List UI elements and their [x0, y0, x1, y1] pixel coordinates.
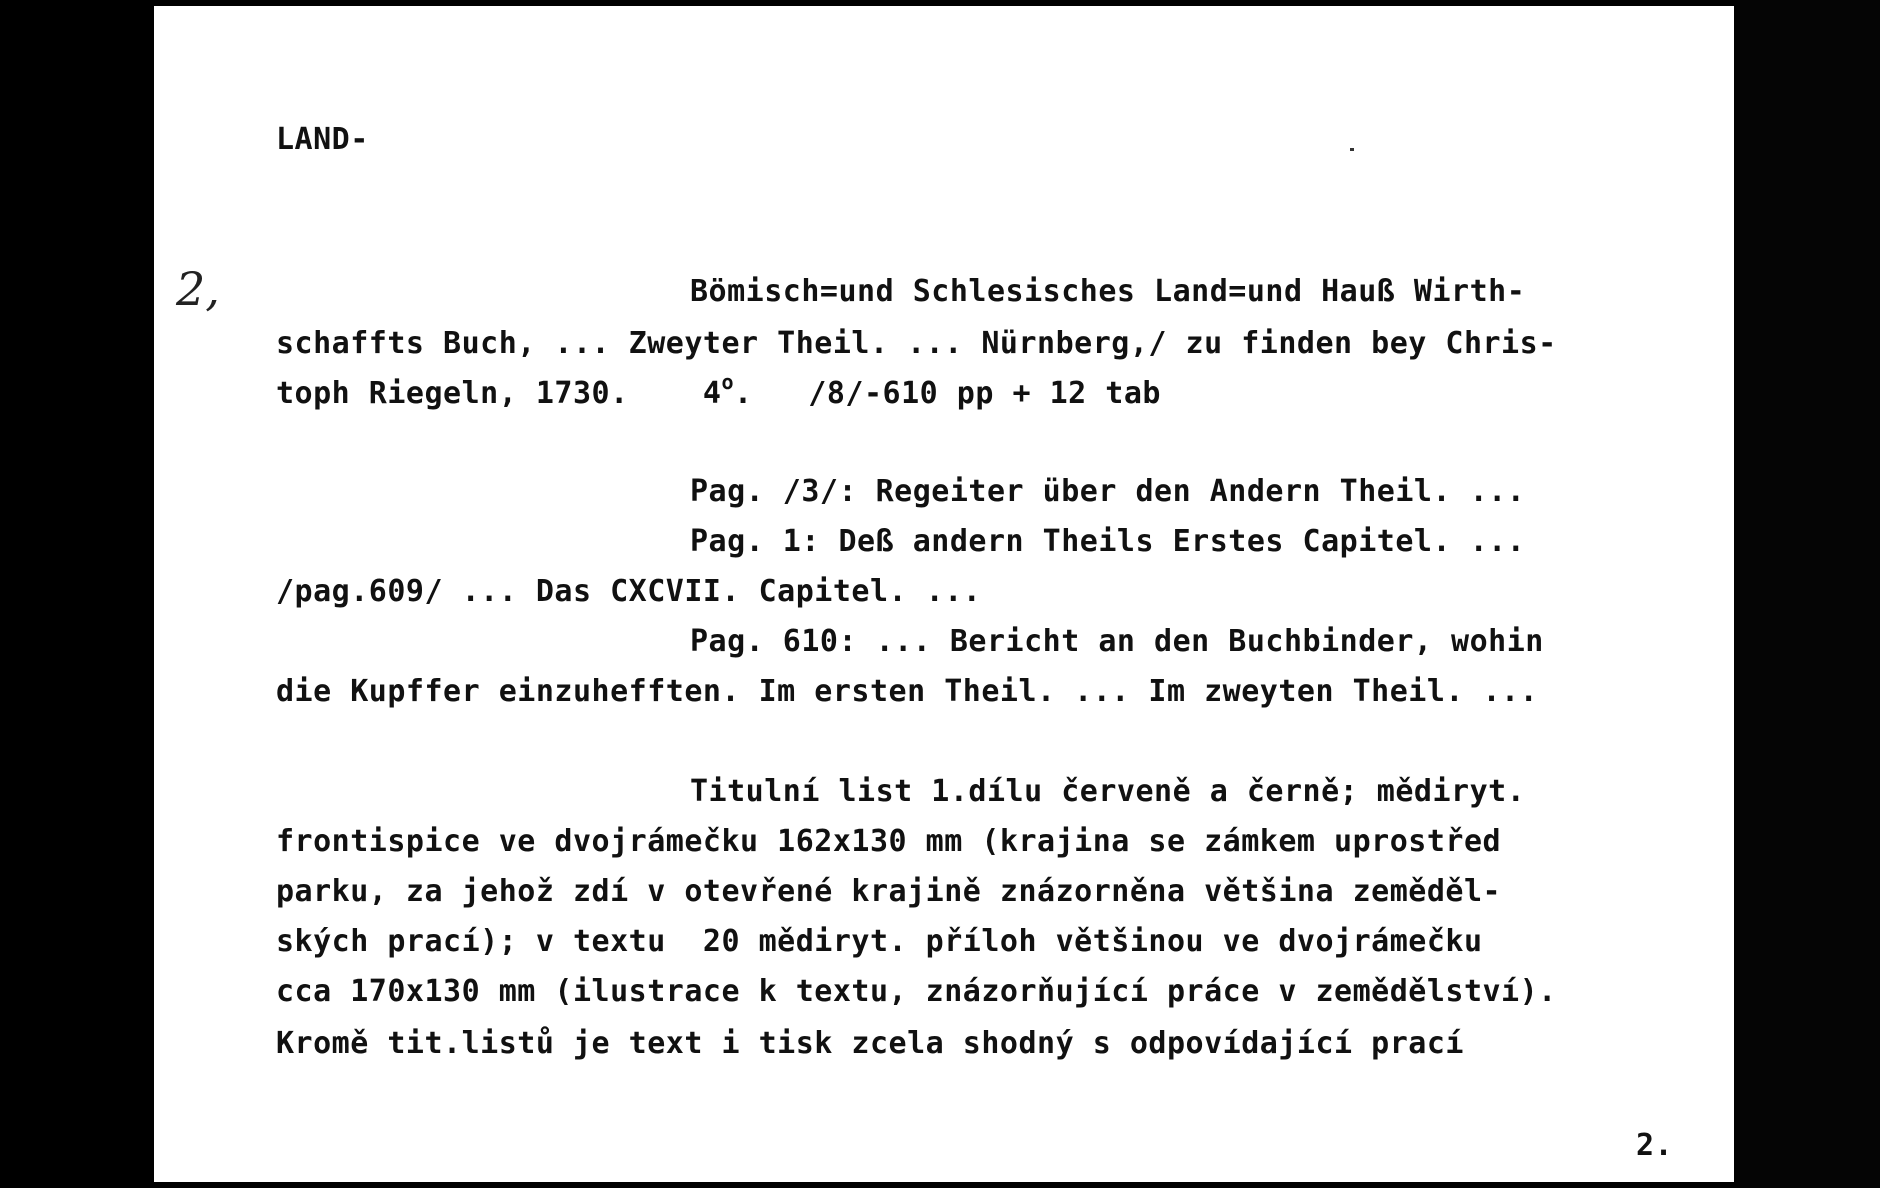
contents-line-1: Pag. /3/: Regeiter über den Andern Theil. ...	[690, 474, 1526, 509]
contents-line-2: Pag. 1: Deß andern Theils Erstes Capitel. ...	[690, 524, 1526, 559]
card-heading: LAND-	[276, 122, 369, 157]
title-line-3-pages: . /8/-610 pp + 12 tab	[734, 376, 1161, 411]
page-number: 2.	[1636, 1128, 1674, 1163]
description-line-1: Titulní list 1.dílu červeně a černě; mědiryt.	[690, 774, 1526, 809]
contents-line-3: /pag.609/ ... Das CXCVII. Capitel. ...	[276, 574, 982, 609]
handwritten-number: 2,	[176, 262, 220, 316]
scan-edge	[1740, 0, 1880, 1188]
format-superscript: o	[721, 370, 735, 394]
ink-speck	[1350, 148, 1354, 151]
contents-line-5: die Kupffer einzuhefften. Im ersten Theil. ... Im zweyten Theil. ...	[276, 674, 1539, 709]
title-line-3	[276, 370, 1161, 414]
description-line-2: frontispice ve dvojrámečku 162x130 mm (krajina se zámkem uprostřed	[276, 824, 1502, 859]
contents-line-4: Pag. 610: ... Bericht an den Buchbinder, wohin	[690, 624, 1544, 659]
description-line-3: parku, za jehož zdí v otevřené krajině znázorněna většina zeměděl-	[276, 874, 1502, 909]
description-line-6: Kromě tit.listů je text i tisk zcela shodný s odpovídající prací	[276, 1026, 1464, 1061]
description-line-4: ských prací); v textu 20 mědiryt. příloh většinou ve dvojrámečku	[276, 924, 1483, 959]
title-line-3-main: toph Riegeln, 1730. 4	[276, 376, 722, 411]
description-line-5: cca 170x130 mm (ilustrace k textu, znázorňující práce v zemědělství).	[276, 974, 1557, 1009]
title-line-2: schaffts Buch, ... Zweyter Theil. ... Nürnberg,/ zu finden bey Chris-	[276, 326, 1557, 361]
title-line-1: Bömisch=und Schlesisches Land=und Hauß Wirth-	[690, 274, 1526, 309]
